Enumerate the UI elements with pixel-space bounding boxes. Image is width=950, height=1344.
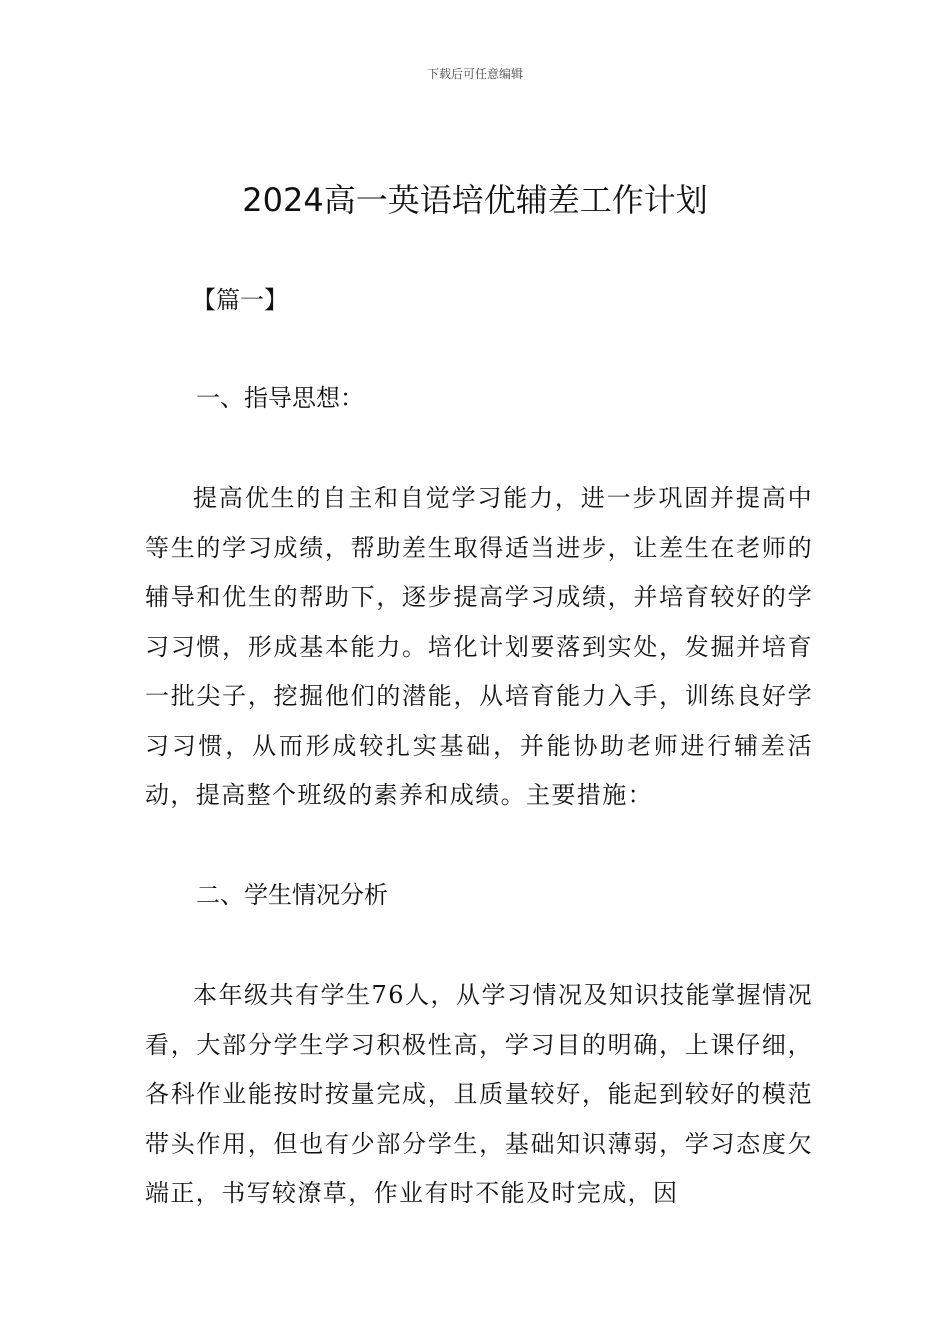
paragraph-student-analysis: 本年级共有学生76人，从学习情况及知识技能掌握情况看，大部分学生学习积极性高，学习目的明确，上课仔细，各科作业能按时按量完成，且质量较好，能起到较好的模范带头作用，但也有少部分学生，基础知识薄弱，学习态度欠端正，书写较潦草，作业有时不能及时完成，因 <box>145 981 813 1207</box>
heading-student-analysis: 二、学生情况分析 <box>196 881 388 909</box>
document-title: 2024高一英语培优辅差工作计划 <box>242 181 708 219</box>
heading-guiding-thought: 一、指导思想： <box>196 384 364 412</box>
paragraph-guiding-thought: 提高优生的自主和自觉学习能力，进一步巩固并提高中等生的学习成绩，帮助差生取得适当进步，让差生在老师的辅导和优生的帮助下，逐步提高学习成绩，并培育较好的学习习惯，形成基本能力。培化计划要落到实处，发掘并培育一批尖子，挖掘他们的潜能，从培育能力入手，训练良好学习习惯，从而形成较扎实基础，并能协助老师进行辅差活动，提高整个班级的素养和成绩。主要措施： <box>145 484 813 809</box>
header-note: 下载后可任意编辑 <box>426 67 523 81</box>
section-tag: 【篇一】 <box>192 286 288 314</box>
